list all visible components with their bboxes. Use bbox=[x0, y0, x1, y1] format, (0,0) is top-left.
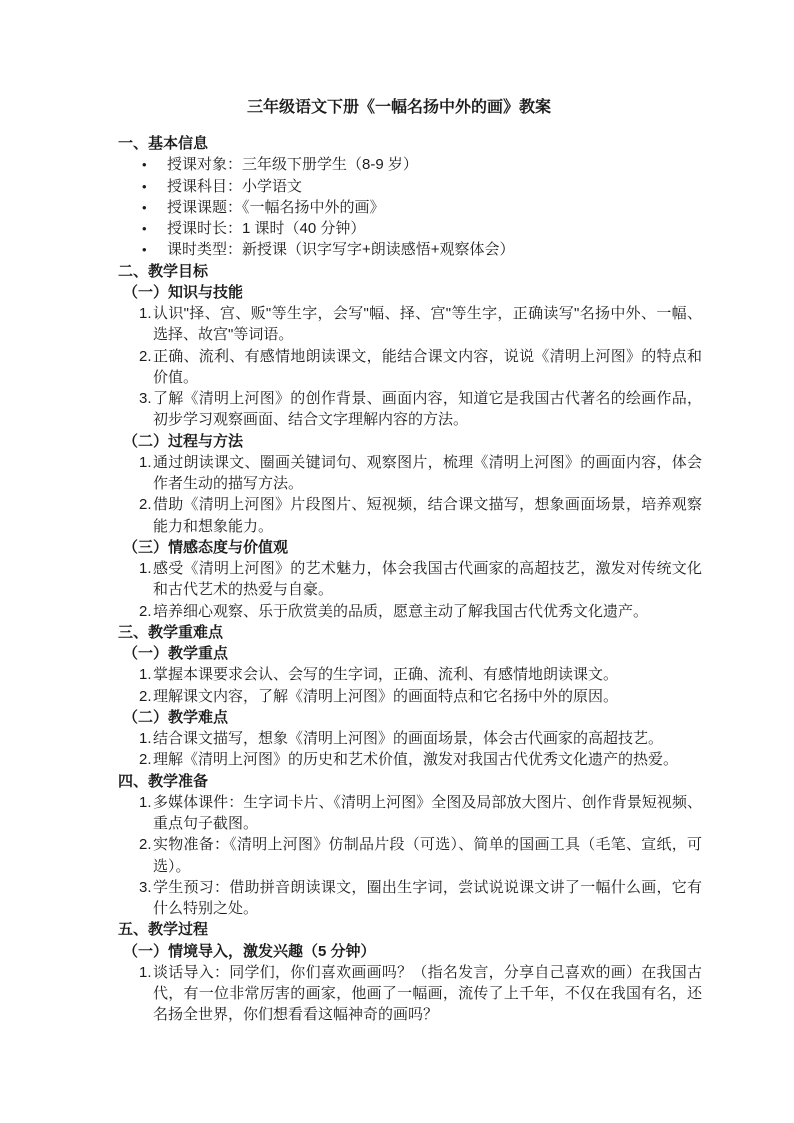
bullet-item bbox=[142, 154, 702, 175]
bullet-item bbox=[142, 218, 702, 239]
item-text: 理解《清明上河图》的历史和艺术价值，激发对我国古代优秀文化遗产的热爱。 bbox=[153, 751, 679, 769]
section-teaching-process bbox=[118, 919, 702, 1025]
numbered-item bbox=[139, 664, 702, 685]
numbered-item bbox=[139, 686, 702, 707]
bullet-text: 课时类型：新授课（识字写字+朗读感悟+观察体会） bbox=[167, 241, 515, 259]
section-key-difficulties bbox=[118, 622, 702, 771]
numbered-item bbox=[139, 494, 702, 537]
numbered-item bbox=[139, 877, 702, 920]
item-number: 2. bbox=[139, 687, 152, 705]
bullet-icon: • bbox=[142, 242, 147, 258]
numbered-item bbox=[139, 792, 702, 835]
item-text: 谈话导入：同学们，你们喜欢画画吗？（指名发言，分享自己喜欢的画）在我国古代，有一位非常厉害的画家，他画了一幅画，流传了上千年，不仅在我国有名，还名扬全世界，你们想看看这幅神奇的画吗？ bbox=[153, 963, 702, 1024]
item-number: 2. bbox=[139, 347, 152, 365]
numbered-item bbox=[139, 962, 702, 1026]
section-basic-info bbox=[118, 133, 702, 261]
item-text: 感受《清明上河图》的艺术魅力，体会我国古代画家的高超技艺，激发对传统文化和古代艺术的热爱与自豪。 bbox=[153, 560, 702, 599]
item-text: 多媒体课件：生字词卡片、《清明上河图》全图及局部放大图片、创作背景短视频、重点句子截图。 bbox=[153, 793, 702, 832]
item-number: 3. bbox=[139, 878, 152, 896]
item-number: 2. bbox=[139, 836, 152, 854]
item-number: 1. bbox=[139, 963, 152, 981]
item-number: 1. bbox=[139, 793, 152, 811]
item-text: 理解课文内容，了解《清明上河图》的画面特点和它名扬中外的原因。 bbox=[153, 687, 619, 705]
item-text: 认识"择、宫、贩"等生字，会写"幅、择、宫"等生字，正确读写"名扬中外、一幅、选择、故宫"等词语。 bbox=[153, 305, 702, 344]
bullet-icon: • bbox=[142, 178, 147, 194]
numbered-item bbox=[139, 749, 702, 770]
subsection-heading: （三）情感态度与价值观 bbox=[123, 538, 289, 556]
document-title: 三年级语文下册《一幅名扬中外的画》教案 bbox=[246, 99, 551, 116]
item-number: 1. bbox=[139, 453, 152, 471]
bullet-item bbox=[142, 176, 702, 197]
item-number: 1. bbox=[139, 666, 152, 684]
item-number: 2. bbox=[139, 602, 152, 620]
bullet-text: 授课课题：《一幅名扬中外的画》 bbox=[167, 198, 385, 216]
item-number: 1. bbox=[139, 560, 152, 577]
bullet-text: 授课对象：三年级下册学生（8-9 岁） bbox=[167, 156, 418, 174]
bullet-icon: • bbox=[142, 157, 147, 173]
item-text: 正确、流利、有感情地朗读课文，能结合课文内容，说说《清明上河图》的特点和价值。 bbox=[153, 347, 702, 386]
item-text: 通过朗读课文、圈画关键词句、观察图片，梳理《清明上河图》的画面内容，体会作者生动的描写方法。 bbox=[153, 453, 702, 492]
bullet-text: 授课科目：小学语文 bbox=[167, 177, 303, 195]
subsection-heading: （二）教学难点 bbox=[123, 708, 229, 726]
item-number: 1. bbox=[139, 305, 152, 322]
item-text: 学生预习：借助拼音朗读课文，圈出生字词，尝试说说课文讲了一幅什么画，它有什么特别之处。 bbox=[153, 878, 702, 917]
numbered-item bbox=[139, 303, 702, 346]
numbered-item bbox=[139, 388, 702, 431]
item-text: 掌握本课要求会认、会写的生字词，正确、流利、有感情地朗读课文。 bbox=[153, 666, 619, 684]
subsection-heading: （二）过程与方法 bbox=[123, 432, 244, 450]
numbered-item bbox=[139, 601, 702, 622]
numbered-item bbox=[139, 728, 702, 749]
bullet-item bbox=[142, 239, 702, 260]
section-heading: 二、教学目标 bbox=[118, 262, 209, 280]
subsection-heading: （一）情境导入，激发兴趣（5 分钟） bbox=[123, 942, 376, 960]
section-heading: 五、教学过程 bbox=[118, 921, 209, 939]
bullet-icon: • bbox=[142, 199, 147, 215]
bullet-text: 授课时长：1 课时（40 分钟） bbox=[167, 220, 366, 237]
numbered-item bbox=[139, 834, 702, 877]
numbered-item bbox=[139, 452, 702, 495]
subsection-heading: （一）知识与技能 bbox=[123, 283, 244, 301]
item-text: 结合课文描写，想象《清明上河图》的画面场景，体会古代画家的高超技艺。 bbox=[153, 730, 664, 747]
item-text: 了解《清明上河图》的创作背景、画面内容，知道它是我国古代著名的绘画作品，初步学习观察画面、结合文字理解内容的方法。 bbox=[153, 390, 702, 429]
item-text: 实物准备：《清明上河图》仿制品片段（可选）、简单的国画工具（毛笔、宣纸，可选）。 bbox=[153, 836, 702, 875]
subsection-heading: （一）教学重点 bbox=[123, 645, 229, 662]
section-heading: 一、基本信息 bbox=[118, 135, 209, 152]
item-number: 1. bbox=[139, 730, 152, 747]
bullet-item bbox=[142, 197, 702, 218]
section-heading: 三、教学重难点 bbox=[118, 623, 224, 641]
section-preparation bbox=[118, 771, 702, 920]
item-number: 3. bbox=[139, 390, 152, 407]
bullet-icon: • bbox=[142, 221, 147, 236]
item-number: 2. bbox=[139, 496, 152, 514]
numbered-item bbox=[139, 558, 702, 601]
section-heading: 四、教学准备 bbox=[118, 772, 209, 790]
item-text: 培养细心观察、乐于欣赏美的品质，愿意主动了解我国古代优秀文化遗产。 bbox=[153, 602, 649, 620]
section-teaching-goals bbox=[118, 261, 702, 622]
item-text: 借助《清明上河图》片段图片、短视频，结合课文描写，想象画面场景，培养观察能力和想象能力。 bbox=[153, 496, 702, 535]
item-number: 2. bbox=[139, 751, 152, 769]
numbered-item bbox=[139, 346, 702, 389]
